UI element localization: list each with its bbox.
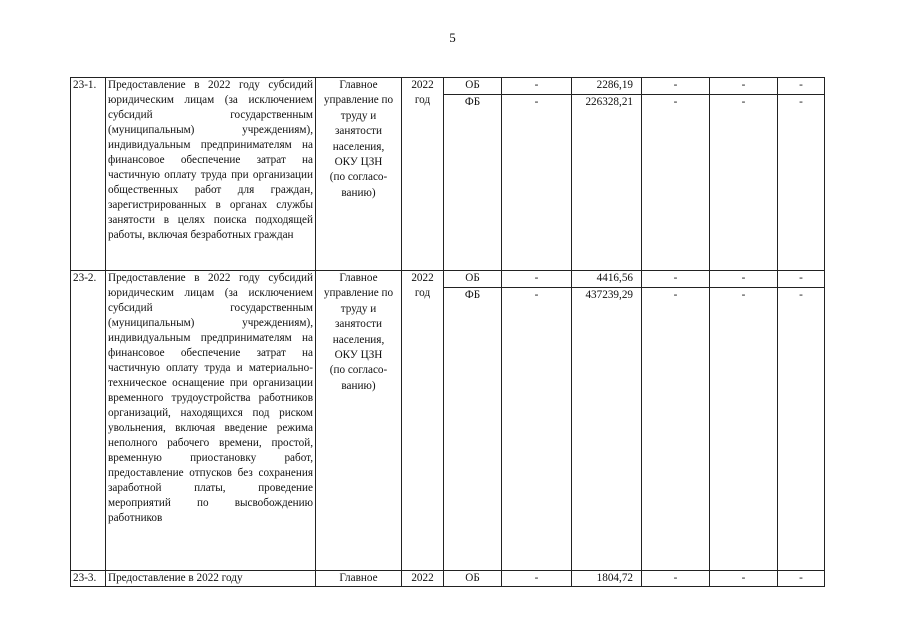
funding-source: ОБ [444, 571, 502, 587]
value-col-5: - [778, 271, 825, 288]
executor-line: (по согласо- [329, 364, 388, 377]
funding-source: ОБ [444, 78, 502, 95]
executor-line: труду и [340, 302, 377, 315]
value-col-5: - [778, 288, 825, 571]
term-line: 2022 [411, 572, 434, 584]
value-col-1: - [502, 288, 572, 571]
value-col-5: - [778, 78, 825, 95]
funding-source: ФБ [444, 288, 502, 571]
executor [316, 78, 402, 271]
value-col-2: 1804,72 [572, 571, 642, 587]
value-col-1: - [502, 95, 572, 271]
item-description: Предоставление в 2022 году [106, 571, 316, 587]
table-row [71, 78, 825, 95]
value-col-4: - [710, 288, 778, 571]
item-description: Предоставление в 2022 году субсидий юридическим лицам (за исключением субсидий государственным (муниципальным) учреждениям), индивидуальным предпринимателям на финансовое обеспечение затрат на частичную оплату труда при организации общественных работ для граждан, зарегистрированных в органах службы занятости в целях поиска подходящей работы, включая безработных граждан [106, 78, 316, 271]
value-col-3: - [642, 95, 710, 271]
term-line: 2022 [411, 79, 434, 91]
term [402, 78, 444, 271]
executor [316, 571, 402, 587]
executor-line: труду и [340, 109, 377, 122]
executor-line: ОКУ ЦЗН [334, 349, 383, 362]
term-line: год [414, 94, 431, 106]
term [402, 271, 444, 571]
value-col-4: - [710, 95, 778, 271]
value-col-2: 2286,19 [572, 78, 642, 95]
funding-source: ОБ [444, 271, 502, 288]
item-description: Предоставление в 2022 году субсидий юридическим лицам (за исключением субсидий государственным (муниципальным) учреждениям), индивидуальным предпринимателям на финансовое обеспечение затрат на частичную оплату труда и материально-техническое оснащение при организации временного трудоустройства работников организаций, находящихся под риском увольнения, включая введение режима неполного рабочего времени, простой, временную приостановку работ, предоставление отпусков без сохранения заработной платы, проведение мероприятий по высвобождению работников [106, 271, 316, 571]
table-row [71, 571, 825, 587]
value-col-4: - [710, 78, 778, 95]
executor-line: Главное [339, 79, 378, 91]
value-col-2: 4416,56 [572, 271, 642, 288]
value-col-3: - [642, 571, 710, 587]
executor-line: ОКУ ЦЗН [334, 156, 383, 169]
executor [316, 271, 402, 571]
funding-source: ФБ [444, 95, 502, 271]
value-col-1: - [502, 271, 572, 288]
term [402, 571, 444, 587]
executor-line: Главное [339, 272, 378, 284]
value-col-2: 226328,21 [572, 95, 642, 271]
executor-line: ванию) [341, 379, 376, 392]
value-col-5: - [778, 95, 825, 271]
value-col-4: - [710, 271, 778, 288]
value-col-3: - [642, 78, 710, 95]
item-number: 23-3. [71, 571, 106, 587]
page-number: 5 [449, 30, 456, 45]
executor-line: управление по [323, 94, 394, 107]
executor-line: (по согласо- [329, 171, 388, 184]
program-table [70, 77, 825, 587]
table-row [71, 271, 825, 288]
executor-line: занятости [335, 318, 382, 331]
item-number: 23-2. [71, 271, 106, 571]
item-number: 23-1. [71, 78, 106, 271]
executor-line: населения, [332, 140, 385, 153]
value-col-1: - [502, 78, 572, 95]
value-col-3: - [642, 288, 710, 571]
value-col-3: - [642, 271, 710, 288]
executor-line: Главное [339, 572, 378, 584]
term-line: 2022 [411, 272, 434, 284]
value-col-5: - [778, 571, 825, 587]
value-col-1: - [502, 571, 572, 587]
executor-line: занятости [335, 125, 382, 138]
executor-line: населения, [332, 333, 385, 346]
executor-line: управление по [323, 287, 394, 300]
value-col-4: - [710, 571, 778, 587]
value-col-2: 437239,29 [572, 288, 642, 571]
term-line: год [414, 287, 431, 299]
executor-line: ванию) [341, 186, 376, 199]
